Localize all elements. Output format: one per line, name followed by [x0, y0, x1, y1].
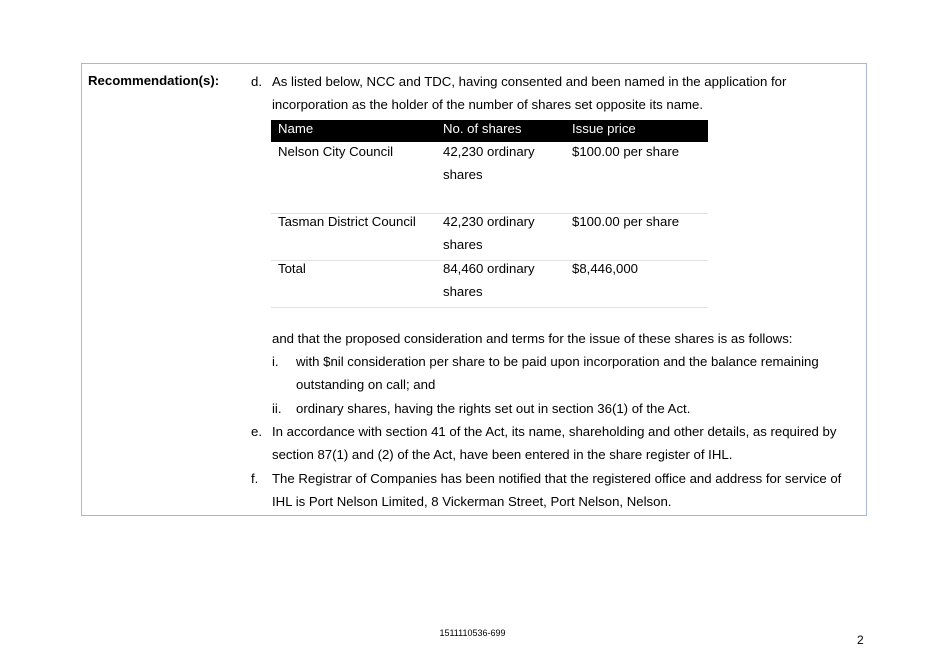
- item-d-line1: As listed below, NCC and TDC, having consented and been named in the application for: [272, 74, 787, 89]
- row2-shares-cont: shares: [443, 237, 483, 252]
- sub-i-marker: i.: [272, 354, 279, 369]
- row2-shares: 42,230 ordinary: [443, 214, 535, 229]
- item-e-marker: e.: [251, 424, 262, 439]
- row1-price: $100.00 per share: [572, 144, 680, 159]
- sub-i-line1: with $nil consideration per share to be paid upon incorporation and the balance remaining: [296, 354, 819, 369]
- sub-ii-line1: ordinary shares, having the rights set out in section 36(1) of the Act.: [296, 401, 691, 416]
- item-d-marker: d.: [251, 74, 262, 89]
- document-id: 1511110536-699: [439, 628, 506, 638]
- recommendation-label: Recommendation(s):: [88, 73, 220, 88]
- item-f-line2: IHL is Port Nelson Limited, 8 Vickerman Street, Port Nelson, Nelson.: [272, 494, 672, 509]
- item-f-line1: The Registrar of Companies has been notified that the registered office and address for service of: [272, 471, 842, 486]
- row3-name: Total: [278, 261, 306, 276]
- row1-shares: 42,230 ordinary: [443, 144, 535, 159]
- table-divider: [271, 307, 708, 308]
- header-name: Name: [278, 121, 314, 136]
- consideration-text: and that the proposed consideration and terms for the issue of these shares is as follows:: [272, 331, 793, 346]
- row2-price: $100.00 per share: [572, 214, 680, 229]
- item-e-line1: In accordance with section 41 of the Act, its name, shareholding and other details, as required by: [272, 424, 837, 439]
- header-shares: No. of shares: [443, 121, 522, 136]
- item-d-line2: incorporation as the holder of the number of shares set opposite its name.: [272, 97, 704, 112]
- row3-shares: 84,460 ordinary: [443, 261, 535, 276]
- row3-shares-cont: shares: [443, 284, 483, 299]
- page-number: 2: [857, 633, 864, 647]
- item-e-line2: section 87(1) and (2) of the Act, have been entered in the share register of IHL.: [272, 447, 733, 462]
- item-f-marker: f.: [251, 471, 259, 486]
- row1-name: Nelson City Council: [278, 144, 394, 159]
- header-price: Issue price: [572, 121, 636, 136]
- row3-price: $8,446,000: [572, 261, 639, 276]
- row2-name: Tasman District Council: [278, 214, 416, 229]
- sub-i-line2: outstanding on call; and: [296, 377, 436, 392]
- row1-shares-cont: shares: [443, 167, 483, 182]
- sub-ii-marker: ii.: [272, 401, 282, 416]
